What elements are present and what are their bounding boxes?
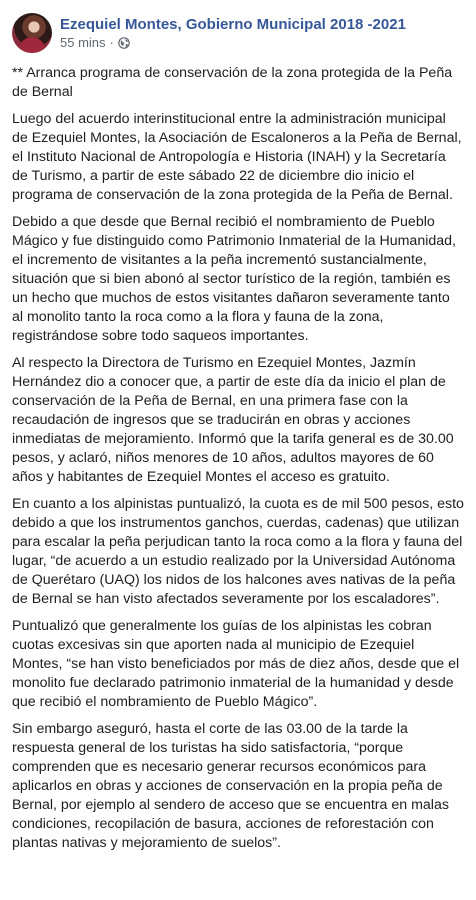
post-paragraph: Debido a que desde que Bernal recibió el nombramiento de Pueblo Mágico y fue distinguido como Patrimonio Inmaterial de la Humanidad, el incremento de visitantes a la peña incrementó sustancialmente, situación que si bien abonó al sector turístico de la región, también es un hecho que muchos de estos visitantes dañaron severamente tanto al monolito tanto la roca como a la flora y fauna de la zona, registrándose sobre todo saqueos importantes.	[12, 214, 456, 344]
post-body	[0, 58, 476, 853]
post-paragraph: En cuanto a los alpinistas puntualizó, la cuota es de mil 500 pesos, esto debido a que los instrumentos ganchos, cuerdas, cadenas) que utilizan para escalar la peña perjudican tanto la roca como a la flora y fauna del lugar, “de acuerdo a un estudio realizado por la Universidad Autónoma de Querétaro (UAQ) los nidos de los halcones aves nativas de la peña de Bernal se han visto afectados severamente por los escaladores”.	[12, 496, 464, 607]
post-paragraph-title: ** Arranca programa de conservación de la zona protegida de la Peña de Bernal	[12, 65, 453, 100]
post-timestamp[interactable]: 55 mins	[60, 35, 106, 50]
globe-icon[interactable]	[118, 37, 130, 49]
post-meta	[60, 35, 406, 51]
post-paragraph: Al respecto la Directora de Turismo en Ezequiel Montes, Jazmín Hernández dio a conocer que, a partir de este día da inicio el plan de conservación de la Peña de Bernal, en una primera fase con la recaudación de ingresos que se traducirán en obras y acciones inmediatas de mejoramiento. Informó que la tarifa general es de 30.00 pesos, y aclaró, niños menores de 10 años, adultos mayores de 60 años y habitantes de Ezequiel Montes el acceso es gratuito.	[12, 355, 454, 485]
post-header	[0, 0, 476, 58]
post-header-text	[60, 13, 406, 51]
author-name-link[interactable]: Ezequiel Montes, Gobierno Municipal 2018 -2021	[60, 16, 406, 33]
post-paragraph: Luego del acuerdo interinstitucional entre la administración municipal de Ezequiel Montes, la Asociación de Escaloneros a la Peña de Bernal, el Instituto Nacional de Antropología e Historia (INAH) y la Secretaría de Turismo, a partir de este sábado 22 de diciembre dio inicio el programa de conservación de la zona protegida de la Peña de Bernal.	[12, 111, 462, 203]
meta-separator: ·	[109, 35, 114, 50]
author-avatar[interactable]	[12, 13, 52, 53]
post-paragraph: Sin embargo aseguró, hasta el corte de las 03.00 de la tarde la respuesta general de los turistas ha sido satisfactoria, “porque comprenden que es necesario generar recursos económicos para aplicarlos en obras y acciones de conservación en la propia peña de Bernal, por ejemplo al sendero de acceso que se encuentra en malas condiciones, recopilación de basura, acciones de reforestación con plantas nativas y mejoramiento de suelos”.	[12, 721, 449, 851]
post-paragraph: Puntualizó que generalmente los guías de los alpinistas les cobran cuotas excesivas sin que aporten nada al municipio de Ezequiel Montes, “se han visto beneficiados por más de diez años, desde que el monolito fue declarado patrimonio inmaterial de la humanidad y desde que recibió el nombramiento de Pueblo Mágico”.	[12, 618, 460, 710]
